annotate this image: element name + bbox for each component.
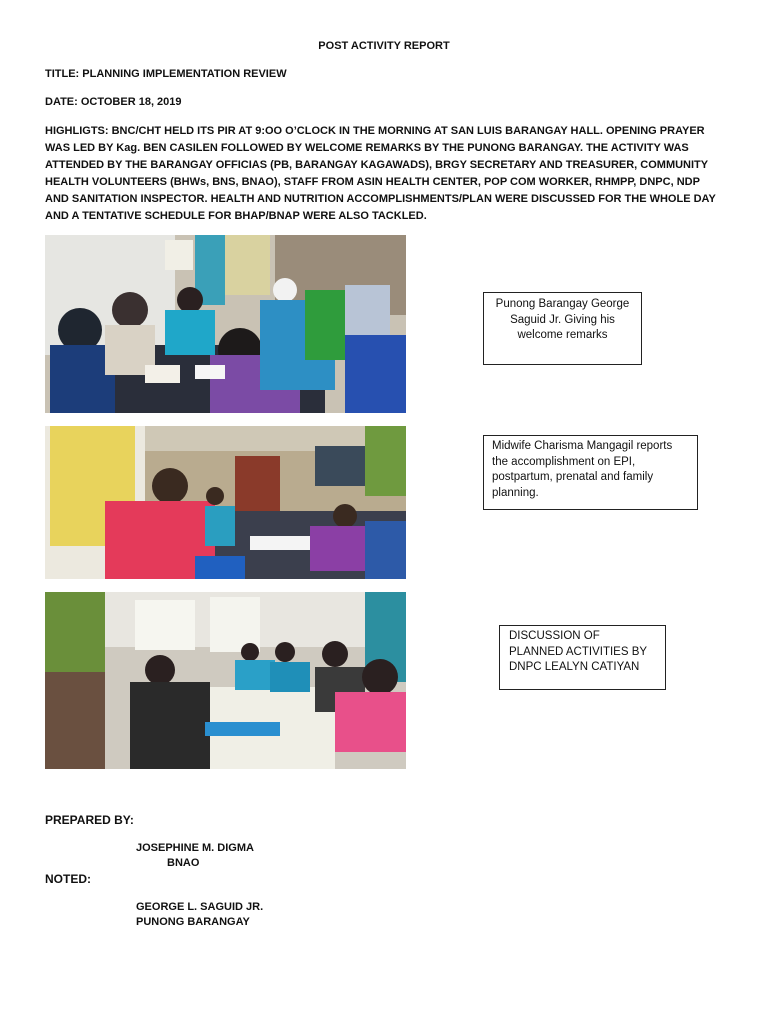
noted-name: GEORGE L. SAGUID JR. [136,901,264,913]
photo-planned-activities [45,592,406,769]
photo-caption-1: Punong Barangay George Saguid Jr. Giving his welcome remarks [483,292,642,365]
report-date: DATE: OCTOBER 18, 2019 [45,96,182,108]
photo-caption-3: DISCUSSION OF PLANNED ACTIVITIES BY DNPC LEALYN CATIYAN [499,625,666,690]
report-highlights: HIGHLIGTS: BNC/CHT HELD ITS PIR AT 9:OO O’CLOCK IN THE MORNING AT SAN LUIS BARANGAY HALL. OPENING PRAYER WAS LED BY Kag. BEN CASILEN FOLLOWED BY WELCOME REMARKS BY THE PUNONG BARANGAY. THE ACTIVITY WAS ATTENDED BY THE BARANGAY OFFICIAS (PB, BARANGAY KAGAWADS), BRGY SECRETARY AND TREASURER, COMMUNITY HEALTH VOLUNTEERS (BHWs, BNS, BNAO), STAFF FROM ASIN HEALTH CENTER, POP COM WORKER, RHMPP, DNPC, NDP AND SANITATION INSPECTOR. HEALTH AND NUTRITION ACCOMPLISHMENTS/PLAN WERE DISCUSSED FOR THE WHOLE DAY AND A TENTATIVE SCHEDULE FOR BHAP/BNAP WERE ALSO TACKLED. [45,125,716,222]
prepared-by-role: BNAO [167,857,200,869]
prepared-by-label: PREPARED BY: [45,813,134,827]
report-title: TITLE: PLANNING IMPLEMENTATION REVIEW [45,68,287,80]
prepared-by-name: JOSEPHINE M. DIGMA [136,842,254,854]
photo-midwife-report [45,426,406,579]
report-heading: POST ACTIVITY REPORT [318,40,450,52]
photo-caption-2: Midwife Charisma Mangagil reports the accomplishment on EPI, postpartum, prenatal and family planning. [483,435,698,510]
photo-welcome-remarks [45,235,406,413]
noted-role: PUNONG BARANGAY [136,916,250,928]
noted-label: NOTED: [45,872,91,886]
